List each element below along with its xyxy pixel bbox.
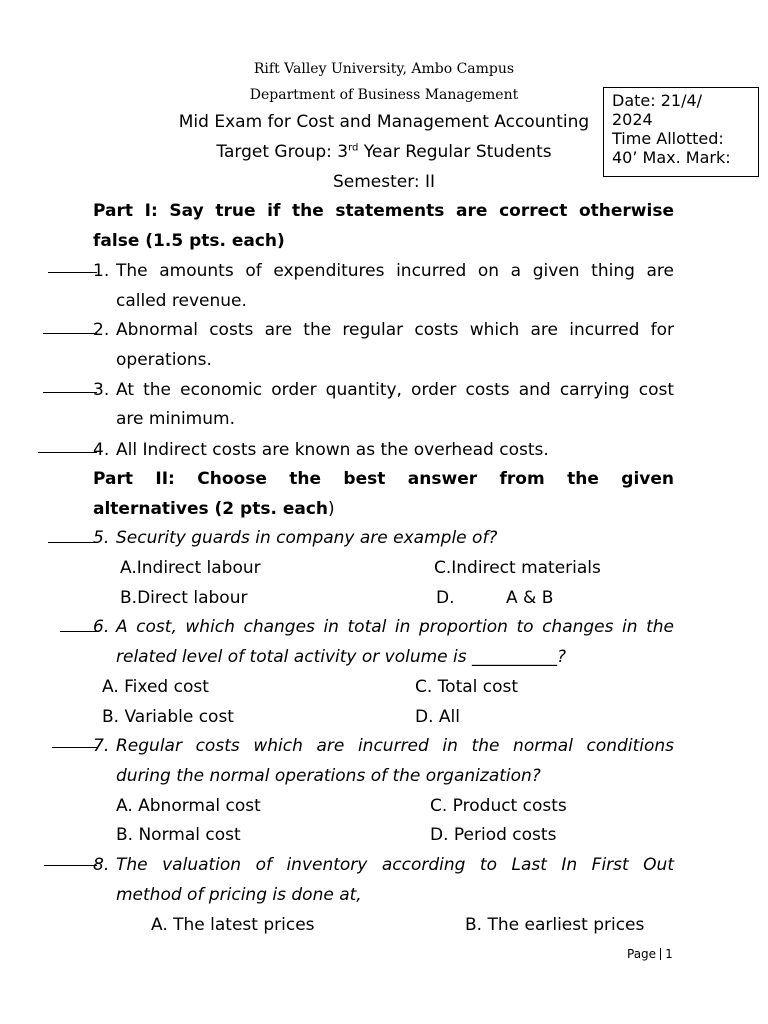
part1-heading-line2: false (1.5 pts. each) xyxy=(93,231,285,251)
exam-title: Mid Exam for Cost and Management Accounting xyxy=(178,112,590,132)
q7-option-d: D. Period costs xyxy=(430,825,557,845)
answer-blank-8[interactable] xyxy=(44,865,97,866)
answer-blank-3[interactable] xyxy=(43,392,97,393)
question-8-text: The valuation of inventory according to Last In First Out xyxy=(116,855,674,875)
part1-heading-line1: Part I: Say true if the statements are correct otherwise xyxy=(93,201,674,221)
answer-blank-4[interactable] xyxy=(38,452,97,453)
target-group-prefix: Target Group: 3 xyxy=(216,142,349,162)
q5-option-b: B.Direct labour xyxy=(120,588,248,608)
answer-blank-6[interactable] xyxy=(60,631,97,632)
q6-option-d: D. All xyxy=(415,707,460,727)
page-number: 1 xyxy=(665,947,673,961)
q6-option-b: B. Variable cost xyxy=(102,707,234,727)
question-7-text-cont: during the normal operations of the organization? xyxy=(116,766,541,786)
q5-option-d: D. xyxy=(436,588,455,608)
q7-option-b: B. Normal cost xyxy=(116,825,241,845)
question-7-text: Regular costs which are incurred in the normal conditions xyxy=(116,736,674,756)
answer-blank-7[interactable] xyxy=(52,747,97,748)
question-3-text: At the economic order quantity, order costs and carrying cost xyxy=(116,380,674,400)
semester: Semester: II xyxy=(332,172,436,192)
answer-blank-5[interactable] xyxy=(48,542,97,543)
page-footer xyxy=(627,947,673,961)
department-name: Department of Business Management xyxy=(249,87,519,103)
question-7-number: 7. xyxy=(93,736,110,756)
question-1-text: The amounts of expenditures incurred on a given thing are xyxy=(116,261,674,281)
question-5-text: Security guards in company are example of? xyxy=(116,528,498,548)
question-1-number: 1. xyxy=(93,261,110,281)
q7-option-c: C. Product costs xyxy=(430,796,567,816)
question-6-text: A cost, which changes in total in proportion to changes in the xyxy=(116,617,674,637)
question-4-text: All Indirect costs are known as the overhead costs. xyxy=(116,440,549,460)
university-name: Rift Valley University, Ambo Campus xyxy=(253,61,515,77)
page-label: Page xyxy=(627,947,657,961)
page-separator xyxy=(660,948,661,960)
part2-heading-line2-bold: alternatives (2 pts. each xyxy=(93,499,329,519)
question-2-number: 2. xyxy=(93,320,110,340)
q7-option-a: A. Abnormal cost xyxy=(116,796,261,816)
question-1-text-cont: called revenue. xyxy=(116,291,247,311)
target-group-suffix: Year Regular Students xyxy=(358,142,552,162)
q8-option-b: B. The earliest prices xyxy=(465,915,645,935)
q8-option-a: A. The latest prices xyxy=(151,915,315,935)
answer-blank-1[interactable] xyxy=(48,272,97,273)
question-3-number: 3. xyxy=(93,380,110,400)
question-2-text: Abnormal costs are the regular costs which are incurred for xyxy=(116,320,674,340)
target-group-sup: rd xyxy=(348,142,359,154)
time-allotted: Time Allotted: xyxy=(612,129,724,148)
question-5-number: 5. xyxy=(93,528,110,548)
q5-option-c: C.Indirect materials xyxy=(434,558,601,578)
question-6-text-cont: related level of total activity or volume is __________? xyxy=(116,647,567,667)
question-6-number: 6. xyxy=(93,617,110,637)
part2-heading-line2-end: ) xyxy=(328,499,335,519)
date-line1: Date: 21/4/ xyxy=(612,91,703,110)
q6-option-c: C. Total cost xyxy=(415,677,519,697)
max-mark: 40’ Max. Mark: xyxy=(612,148,731,167)
part2-heading-line1: Part II: Choose the best answer from the given xyxy=(93,469,674,489)
q5-option-a: A.Indirect labour xyxy=(120,558,261,578)
exam-info-box xyxy=(603,87,759,177)
question-4-number: 4. xyxy=(93,440,110,460)
q5-option-d-text: A & B xyxy=(506,588,554,608)
answer-blank-2[interactable] xyxy=(43,333,97,334)
q6-option-a: A. Fixed cost xyxy=(102,677,209,697)
question-3-text-cont: are minimum. xyxy=(116,409,235,429)
question-8-number: 8. xyxy=(93,855,110,875)
date-line2: 2024 xyxy=(612,110,653,129)
part2-heading-line2 xyxy=(93,499,335,519)
question-2-text-cont: operations. xyxy=(116,350,212,370)
question-8-text-cont: method of pricing is done at, xyxy=(116,885,362,905)
